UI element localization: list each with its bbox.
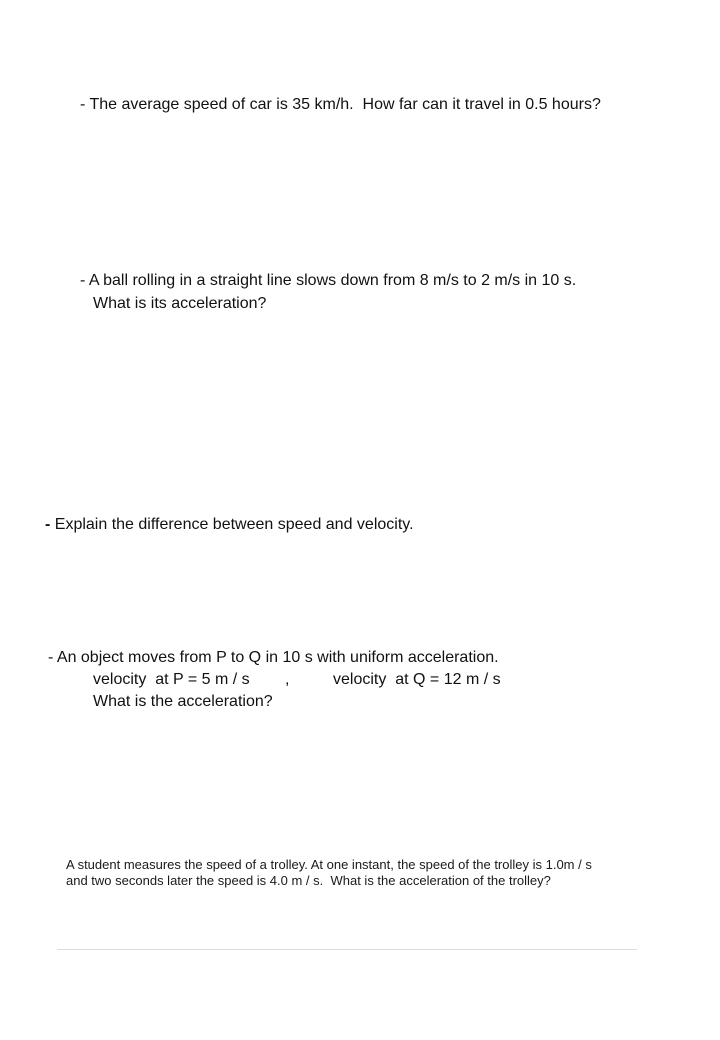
question-speed-vs-velocity bbox=[45, 515, 414, 535]
velocity-separator: , bbox=[285, 671, 290, 688]
question-ball-rolling-prompt: What is its acceleration? bbox=[93, 295, 267, 312]
question-trolley-line-2: and two seconds later the speed is 4.0 m / s. What is the acceleration of the trolley? bbox=[66, 873, 551, 888]
question-object-acceleration-prompt: What is the acceleration? bbox=[93, 693, 273, 710]
velocity-at-q: velocity at Q = 12 m / s bbox=[333, 671, 501, 688]
divider bbox=[57, 949, 637, 950]
question-dash: - bbox=[45, 516, 51, 533]
question-speed-vs-velocity-text: Explain the difference between speed and velocity. bbox=[50, 516, 414, 533]
question-trolley bbox=[66, 857, 592, 889]
velocity-at-p: velocity at P = 5 m / s bbox=[93, 671, 250, 688]
question-average-speed: - The average speed of car is 35 km/h. How far can it travel in 0.5 hours? bbox=[80, 96, 601, 113]
question-object-p-to-q: - An object moves from P to Q in 10 s with uniform acceleration. bbox=[48, 649, 499, 666]
question-ball-rolling: - A ball rolling in a straight line slows down from 8 m/s to 2 m/s in 10 s. bbox=[80, 272, 577, 289]
question-trolley-line-1: A student measures the speed of a trolley. At one instant, the speed of the trolley is 1.0m / s bbox=[66, 857, 592, 872]
